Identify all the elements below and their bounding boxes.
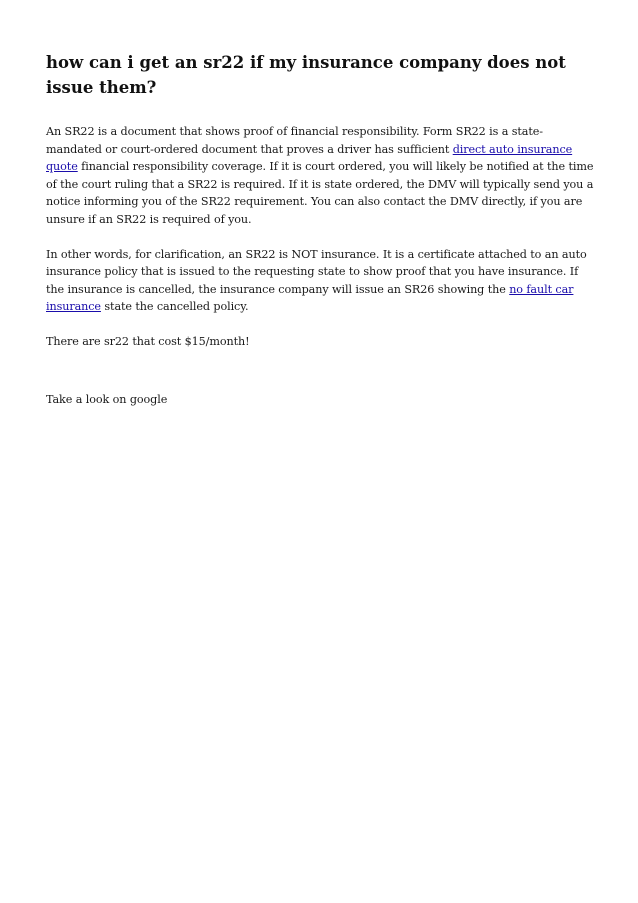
no-fault-car-insurance-link[interactable]: no fault car insurance (46, 282, 574, 314)
paragraph-text: In other words, for clarification, an SR22 is NOT insurance. It is a certificate attached to an auto insurance policy that is issued to the requesting state to show proof that you have insurance. If the insurance is cancelled, the insurance company will issue an SR26 showing the (46, 247, 587, 296)
paragraph-text: financial responsibility coverage. If it is court ordered, you will likely be notified at the time of the court ruling that a SR22 is required. If it is state ordered, the DMV will typically send you a notice informing you of the SR22 requirement. You can also contact the DMV directly, if you are unsure if an SR22 is required of you. (46, 160, 594, 226)
paragraph-google: Take a look on google (46, 392, 168, 406)
direct-auto-insurance-quote-link[interactable]: direct auto insurance quote (46, 142, 573, 174)
paragraph-text: state the cancelled policy. (100, 300, 249, 314)
paragraph-cost: There are sr22 that cost $15/month! (46, 334, 250, 348)
paragraph-text: An SR22 is a document that shows proof of financial responsibility. Form SR22 is a state-mandated or court-ordered document that proves a driver has sufficient (46, 125, 543, 156)
document-title: how can i get an sr22 if my insurance company does not issue them? (46, 53, 566, 97)
document-page (46, 50, 594, 425)
paragraph-sr22-definition (46, 123, 594, 229)
paragraph-clarification (46, 246, 594, 316)
